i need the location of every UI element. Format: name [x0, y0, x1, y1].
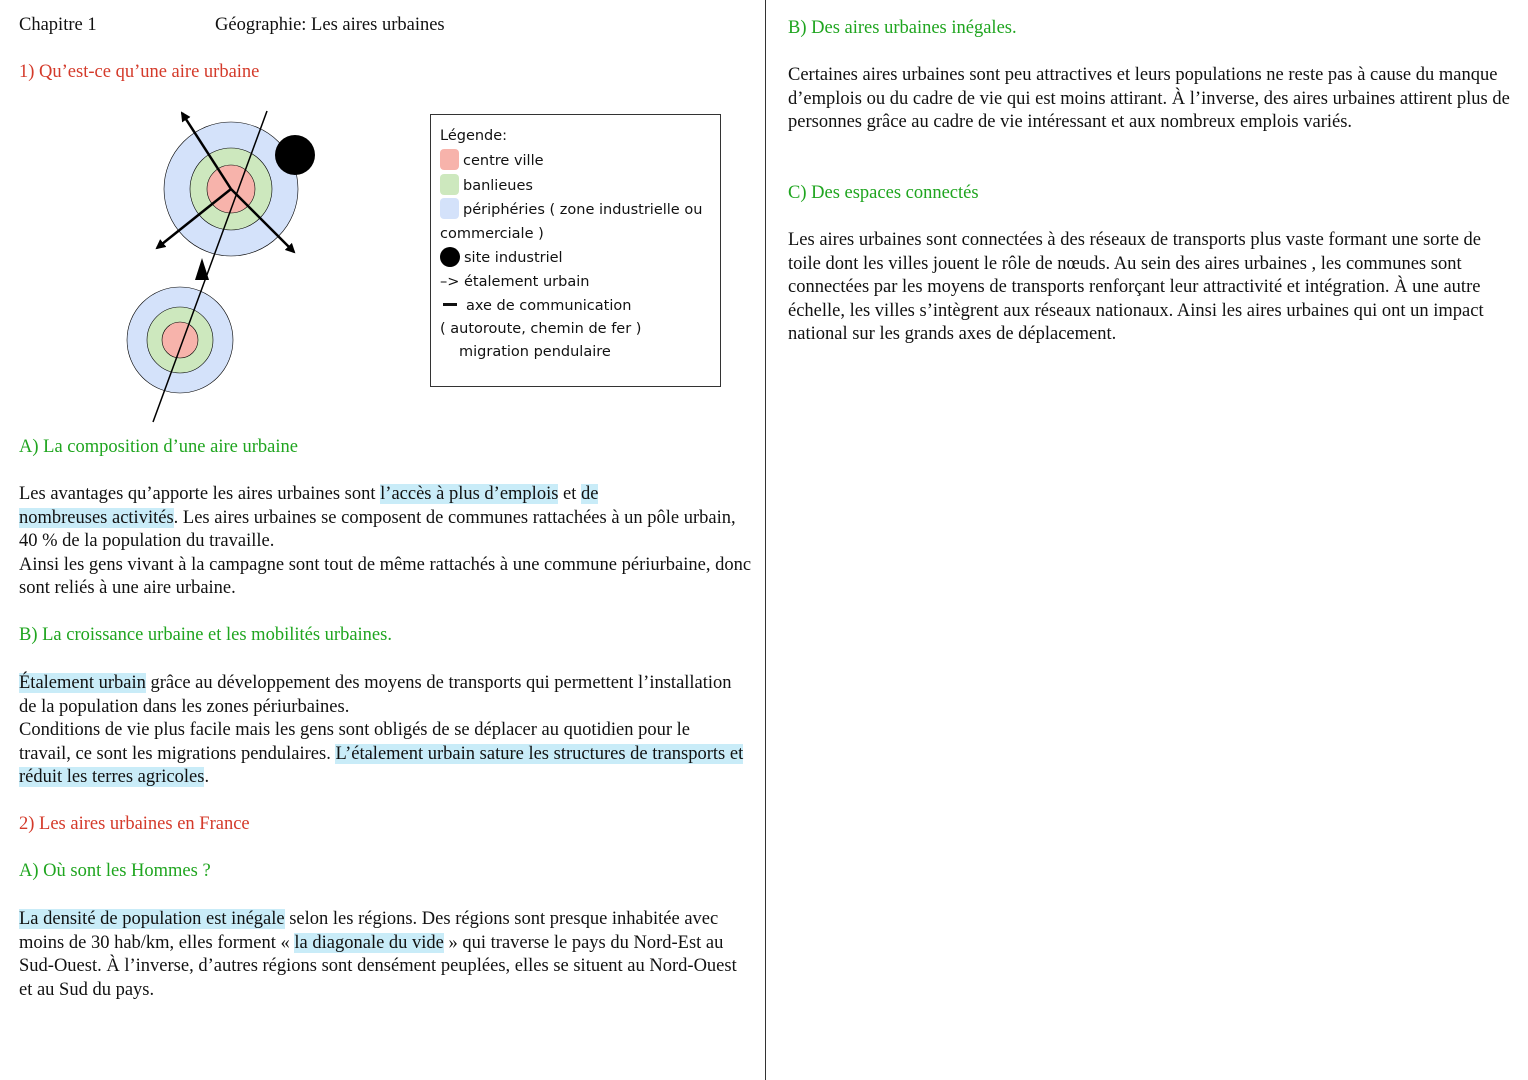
paragraph-b1: Étalement urbain grâce au développement des moyens de transports qui permettent l’installation de la population dans les zones périurbaines.: [19, 673, 732, 717]
centre-swatch: [440, 149, 459, 170]
paragraph-b2: Conditions de vie plus facile mais les gens sont obligés de se déplacer au quotidien pour le travail, ce sont les migrations pendulaires. L’étalement urbain sature les structures de transports et réduit les terres agricoles.: [19, 720, 744, 788]
highlight-etalement: Étalement urbain: [19, 673, 146, 693]
highlight-activites-b: nombreuses activités: [19, 507, 174, 528]
section-1-title: 1) Qu’est-ce qu’une aire urbaine: [19, 62, 260, 82]
paragraph-a2-1: La densité de population est inégale selon les régions. Des régions sont presque inhabitée avec moins de 30 hab/km, elles forment « la diagonale du vide » qui traverse le pays du Nord-Est au Sud-Ouest. À l’inverse, d’autres régions sont densément peuplées, elles se situent au Nord-Ouest et au Sud du pays.: [19, 909, 737, 1000]
legend-item-banlieues: banlieues: [440, 174, 712, 199]
city-centre-lower: [162, 322, 198, 358]
subsection-a2-title: A) Où sont les Hommes ?: [19, 861, 211, 881]
right-b-title: B) Des aires urbaines inégales.: [788, 18, 1017, 38]
legend-box: [430, 114, 721, 387]
paragraph-a2: Ainsi les gens vivant à la campagne sont tout de même rattachés à une commune périurbaine, donc sont reliés à une aire urbaine.: [19, 554, 752, 599]
page-title: Géographie: Les aires urbaines: [215, 15, 445, 35]
paragraph-a1: Les avantages qu’apporte les aires urbaines sont l’accès à plus d’emplois et de nombreuses activités. Les aires urbaines se composent de communes rattachées à un pôle urbain, 40 % de la population du travaille.: [19, 484, 736, 552]
legend-item-site: site industriel: [440, 247, 712, 271]
industrial-site-marker: [275, 135, 315, 175]
highlight-sature: L’étalement urbain sature les structures de transports et réduit les terres agricoles: [19, 743, 744, 788]
urban-area-diagram: [110, 100, 340, 430]
legend-item-axe-detail: ( autoroute, chemin de fer ): [440, 321, 642, 338]
peripherie-swatch: [440, 198, 459, 219]
industrial-site-icon: [440, 247, 460, 267]
right-c-title: C) Des espaces connectés: [788, 183, 979, 203]
column-divider: [765, 0, 766, 1080]
legend-item-axe: axe de communication: [440, 295, 712, 319]
highlight-diagonale: la diagonale du vide: [294, 932, 444, 953]
legend-item-migration: migration pendulaire: [459, 344, 611, 361]
legend-item-peripheries-cont: commerciale ): [440, 226, 544, 243]
right-b-text: Certaines aires urbaines sont peu attractives et leurs populations ne reste pas à cause du manque d’emplois ou du cadre de vie qui est moins attirant. À l’inverse, des aires urbaines attirent plus de personnes grâce au cadre de vie intéressant et aux nombreux emplois variés.: [788, 65, 1510, 133]
chapter-label: Chapitre 1: [19, 15, 97, 35]
subsection-b-title: B) La croissance urbaine et les mobilités urbaines.: [19, 625, 392, 645]
subsection-a-title: A) La composition d’une aire urbaine: [19, 437, 298, 457]
migration-arrow-head: [195, 258, 209, 280]
legend-item-etalement: –> étalement urbain: [440, 273, 590, 290]
legend-item-centre: centre ville: [440, 149, 712, 174]
subsection-b-text: [19, 672, 744, 790]
banlieue-swatch: [440, 174, 459, 195]
legend-item-peripheries: périphéries ( zone industrielle ou: [440, 198, 712, 223]
right-c-text: Les aires urbaines sont connectées à des réseaux de transports plus vaste formant une sorte de toile dont les villes jouent le rôle de nœuds. Au sein des aires urbaines , les communes sont connectées par les moyens de transports renforçant leur attractivité et intégration. À une autre échelle, les villes s’intègrent aux réseaux nationaux. Ainsi les aires urbaines qui ont un impact national sur les grands axes de déplacement.: [788, 230, 1484, 345]
section-2-title: 2) Les aires urbaines en France: [19, 814, 250, 834]
highlight-densite: La densité de population est inégale: [19, 909, 285, 929]
highlight-emplois: l’accès à plus d’emplois: [380, 484, 559, 504]
subsection-a-text: [19, 483, 754, 601]
axis-line-icon: [443, 303, 457, 306]
highlight-activites-a: de: [581, 484, 599, 504]
subsection-a2-text: [19, 908, 749, 1002]
legend-title: Légende:: [440, 128, 508, 144]
